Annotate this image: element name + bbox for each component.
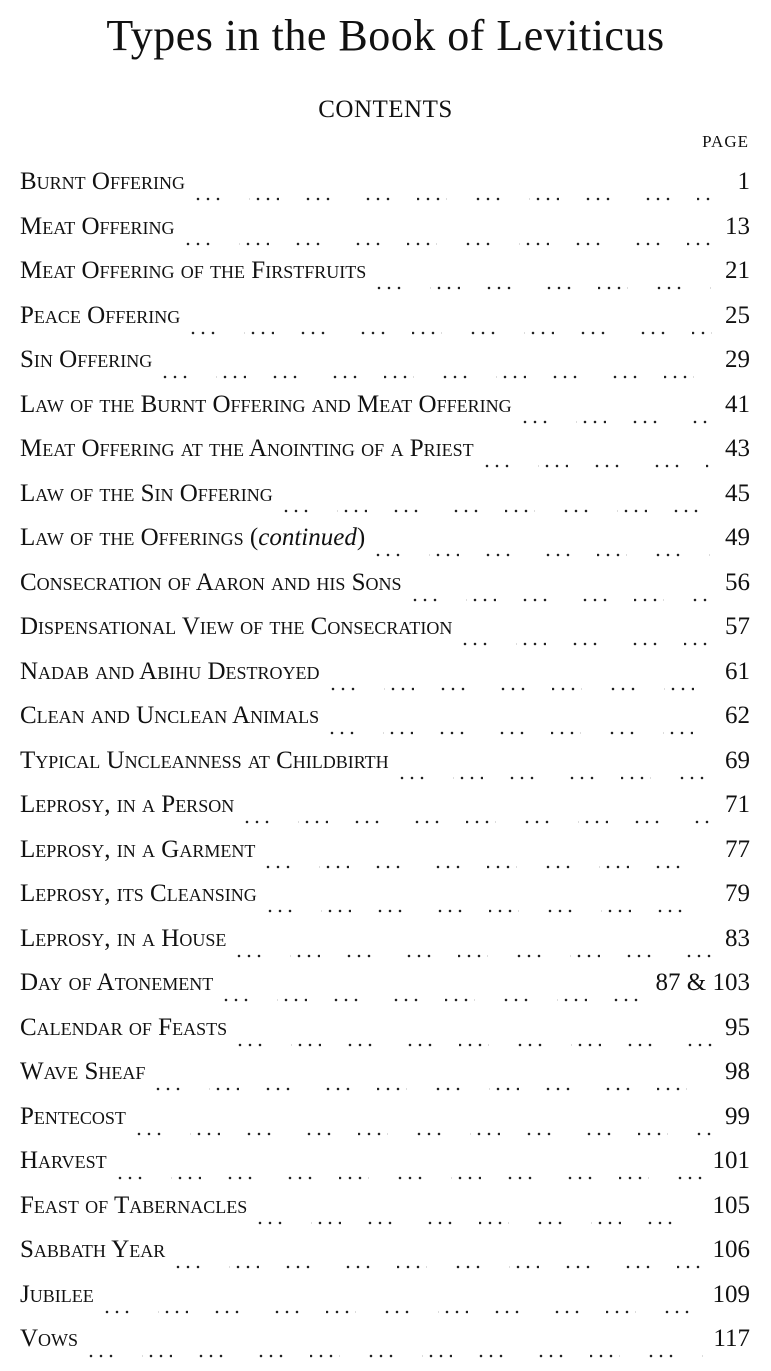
dot-leader	[134, 1132, 712, 1136]
entry-title-text: Leprosy, in a Garment	[20, 835, 256, 863]
entry-title	[20, 391, 512, 419]
contents-entry	[20, 435, 750, 480]
entry-page-number: 101	[712, 1147, 750, 1174]
entry-title-text: Feast of Tabernacles	[20, 1191, 248, 1219]
entry-page-number: 56	[725, 568, 750, 596]
dot-leader	[410, 598, 712, 602]
entry-title-suffix: )	[356, 524, 366, 551]
dot-leader	[255, 1221, 704, 1225]
dot-leader	[482, 464, 712, 468]
entry-title-text: Wave Sheaf	[20, 1058, 146, 1085]
entry-title	[20, 1014, 227, 1042]
contents-entry	[20, 1325, 750, 1370]
dot-leader	[373, 553, 712, 557]
dot-leader	[188, 331, 712, 335]
dot-leader	[221, 998, 647, 1002]
entry-title-text: Nadab and Abihu Destroyed	[20, 657, 320, 685]
entry-page-number: 29	[725, 346, 750, 373]
contents-entry	[20, 836, 750, 881]
entry-page-number: 21	[725, 257, 750, 284]
dot-leader	[460, 642, 712, 646]
contents-entry	[20, 880, 750, 925]
entry-page-number: 25	[725, 301, 750, 329]
contents-entry	[20, 257, 750, 302]
entry-title	[20, 346, 152, 374]
entry-title	[20, 1192, 247, 1220]
contents-entry	[20, 391, 750, 436]
dot-leader	[86, 1354, 705, 1358]
entry-title-text: Sabbath Year	[20, 1236, 166, 1263]
entry-page-number: 41	[725, 390, 750, 418]
contents-entry	[20, 1281, 750, 1326]
entry-title	[20, 1147, 107, 1175]
entry-title-text: Jubilee	[20, 1280, 94, 1308]
dot-leader	[173, 1265, 704, 1269]
entry-page-number: 1	[737, 168, 750, 195]
dot-leader	[328, 687, 712, 691]
entry-title-text: Leprosy, in a Person	[20, 791, 235, 818]
entry-page-number: 45	[725, 479, 750, 507]
contents-entry	[20, 747, 750, 792]
contents-entry	[20, 1014, 750, 1059]
dot-leader	[263, 865, 712, 869]
entry-title	[20, 257, 366, 285]
contents-entry	[20, 1192, 750, 1237]
page-title: Types in the Book of Leviticus	[106, 11, 665, 60]
entry-page-number: 95	[725, 1013, 750, 1041]
entry-page-number: 87 & 103	[655, 969, 750, 996]
entry-title	[20, 791, 234, 819]
entry-title-text: Sin Offering	[20, 346, 153, 373]
dot-leader	[183, 242, 712, 246]
entry-page-number: 71	[725, 791, 750, 818]
contents-entry	[20, 1236, 750, 1281]
dot-leader	[242, 820, 712, 824]
entry-title-italic: continued	[258, 524, 357, 551]
entry-title	[20, 1281, 94, 1309]
entry-title	[20, 880, 257, 908]
entry-title	[20, 747, 389, 775]
contents-entry	[20, 1058, 750, 1103]
contents-entry	[20, 480, 750, 525]
entry-title-text: Dispensational View of the Consecration	[20, 613, 453, 640]
entry-title	[20, 969, 213, 997]
dot-leader	[397, 776, 712, 780]
entry-title-text: Day of Atonement	[20, 969, 214, 996]
dot-leader	[102, 1310, 705, 1314]
entry-page-number: 109	[712, 1280, 750, 1308]
dot-leader	[281, 509, 712, 513]
entry-page-number: 117	[713, 1325, 750, 1352]
contents-entry	[20, 524, 750, 569]
entry-title	[20, 435, 474, 463]
page-column-heading: PAGE	[702, 132, 749, 151]
entry-title-text: Pentecost	[20, 1102, 126, 1130]
dot-leader	[115, 1176, 705, 1180]
contents-entry	[20, 569, 750, 614]
entry-title	[20, 925, 226, 953]
entry-page-number: 13	[725, 212, 750, 240]
entry-page-number: 69	[725, 746, 750, 774]
dot-leader	[374, 286, 712, 290]
entry-title-text: Calendar of Feasts	[20, 1013, 228, 1041]
entry-title-text: Meat Offering	[20, 212, 175, 240]
entry-title	[20, 836, 255, 864]
contents-entry	[20, 702, 750, 747]
entry-title	[20, 480, 273, 508]
entry-title-text: Harvest	[20, 1147, 107, 1174]
dot-leader	[153, 1087, 712, 1091]
contents-entry	[20, 346, 750, 391]
contents-entry	[20, 168, 750, 213]
entry-page-number: 49	[725, 524, 750, 551]
entry-page-number: 43	[725, 435, 750, 462]
contents-entry	[20, 658, 750, 703]
entry-title	[20, 168, 185, 196]
dot-leader	[160, 375, 712, 379]
entry-title	[20, 1236, 165, 1264]
entry-title	[20, 213, 175, 241]
contents-list	[20, 168, 750, 1370]
dot-leader	[234, 954, 712, 958]
dot-leader	[235, 1043, 712, 1047]
contents-entry	[20, 1103, 750, 1148]
entry-title-text: Consecration of Aaron and his Sons	[20, 568, 402, 596]
entry-title	[20, 1103, 126, 1131]
entry-title-text: Typical Uncleanness at Childbirth	[20, 746, 389, 774]
entry-title	[20, 613, 452, 641]
entry-title	[20, 524, 365, 552]
entry-page-number: 99	[725, 1102, 750, 1130]
entry-title-text: Meat Offering of the Firstfruits	[20, 257, 367, 284]
contents-entry	[20, 925, 750, 970]
entry-title	[20, 569, 402, 597]
entry-title	[20, 302, 180, 330]
entry-page-number: 79	[725, 880, 750, 907]
entry-page-number: 105	[712, 1191, 750, 1219]
entry-page-number: 106	[712, 1236, 750, 1263]
entry-title-text: Peace Offering	[20, 301, 181, 329]
contents-entry	[20, 302, 750, 347]
contents-entry	[20, 791, 750, 836]
entry-title	[20, 1325, 78, 1353]
entry-page-number: 61	[725, 657, 750, 685]
entry-page-number: 98	[725, 1058, 750, 1085]
contents-entry	[20, 969, 750, 1014]
entry-title-text: Law of the Offerings (	[20, 524, 259, 551]
entry-title	[20, 1058, 145, 1086]
entry-title	[20, 702, 319, 730]
entry-title-text: Law of the Sin Offering	[20, 479, 273, 507]
dot-leader	[520, 420, 712, 424]
entry-title-text: Law of the Burnt Offering and Meat Offering	[20, 390, 512, 418]
entry-title-text: Burnt Offering	[20, 168, 185, 195]
entry-title-text: Leprosy, in a House	[20, 924, 227, 952]
entry-page-number: 83	[725, 924, 750, 952]
entry-title-text: Meat Offering at the Anointing of a Priest	[20, 435, 474, 462]
entry-page-number: 57	[725, 613, 750, 640]
dot-leader	[327, 731, 712, 735]
contents-heading: CONTENTS	[318, 96, 453, 123]
entry-title-text: Leprosy, its Cleansing	[20, 880, 257, 907]
entry-page-number: 62	[725, 702, 750, 729]
contents-entry	[20, 213, 750, 258]
dot-leader	[265, 909, 712, 913]
entry-page-number: 77	[725, 835, 750, 863]
entry-title	[20, 658, 320, 686]
entry-title-text: Vows	[20, 1325, 79, 1352]
entry-title-text: Clean and Unclean Animals	[20, 702, 320, 729]
contents-entry	[20, 613, 750, 658]
dot-leader	[193, 197, 712, 201]
contents-entry	[20, 1147, 750, 1192]
